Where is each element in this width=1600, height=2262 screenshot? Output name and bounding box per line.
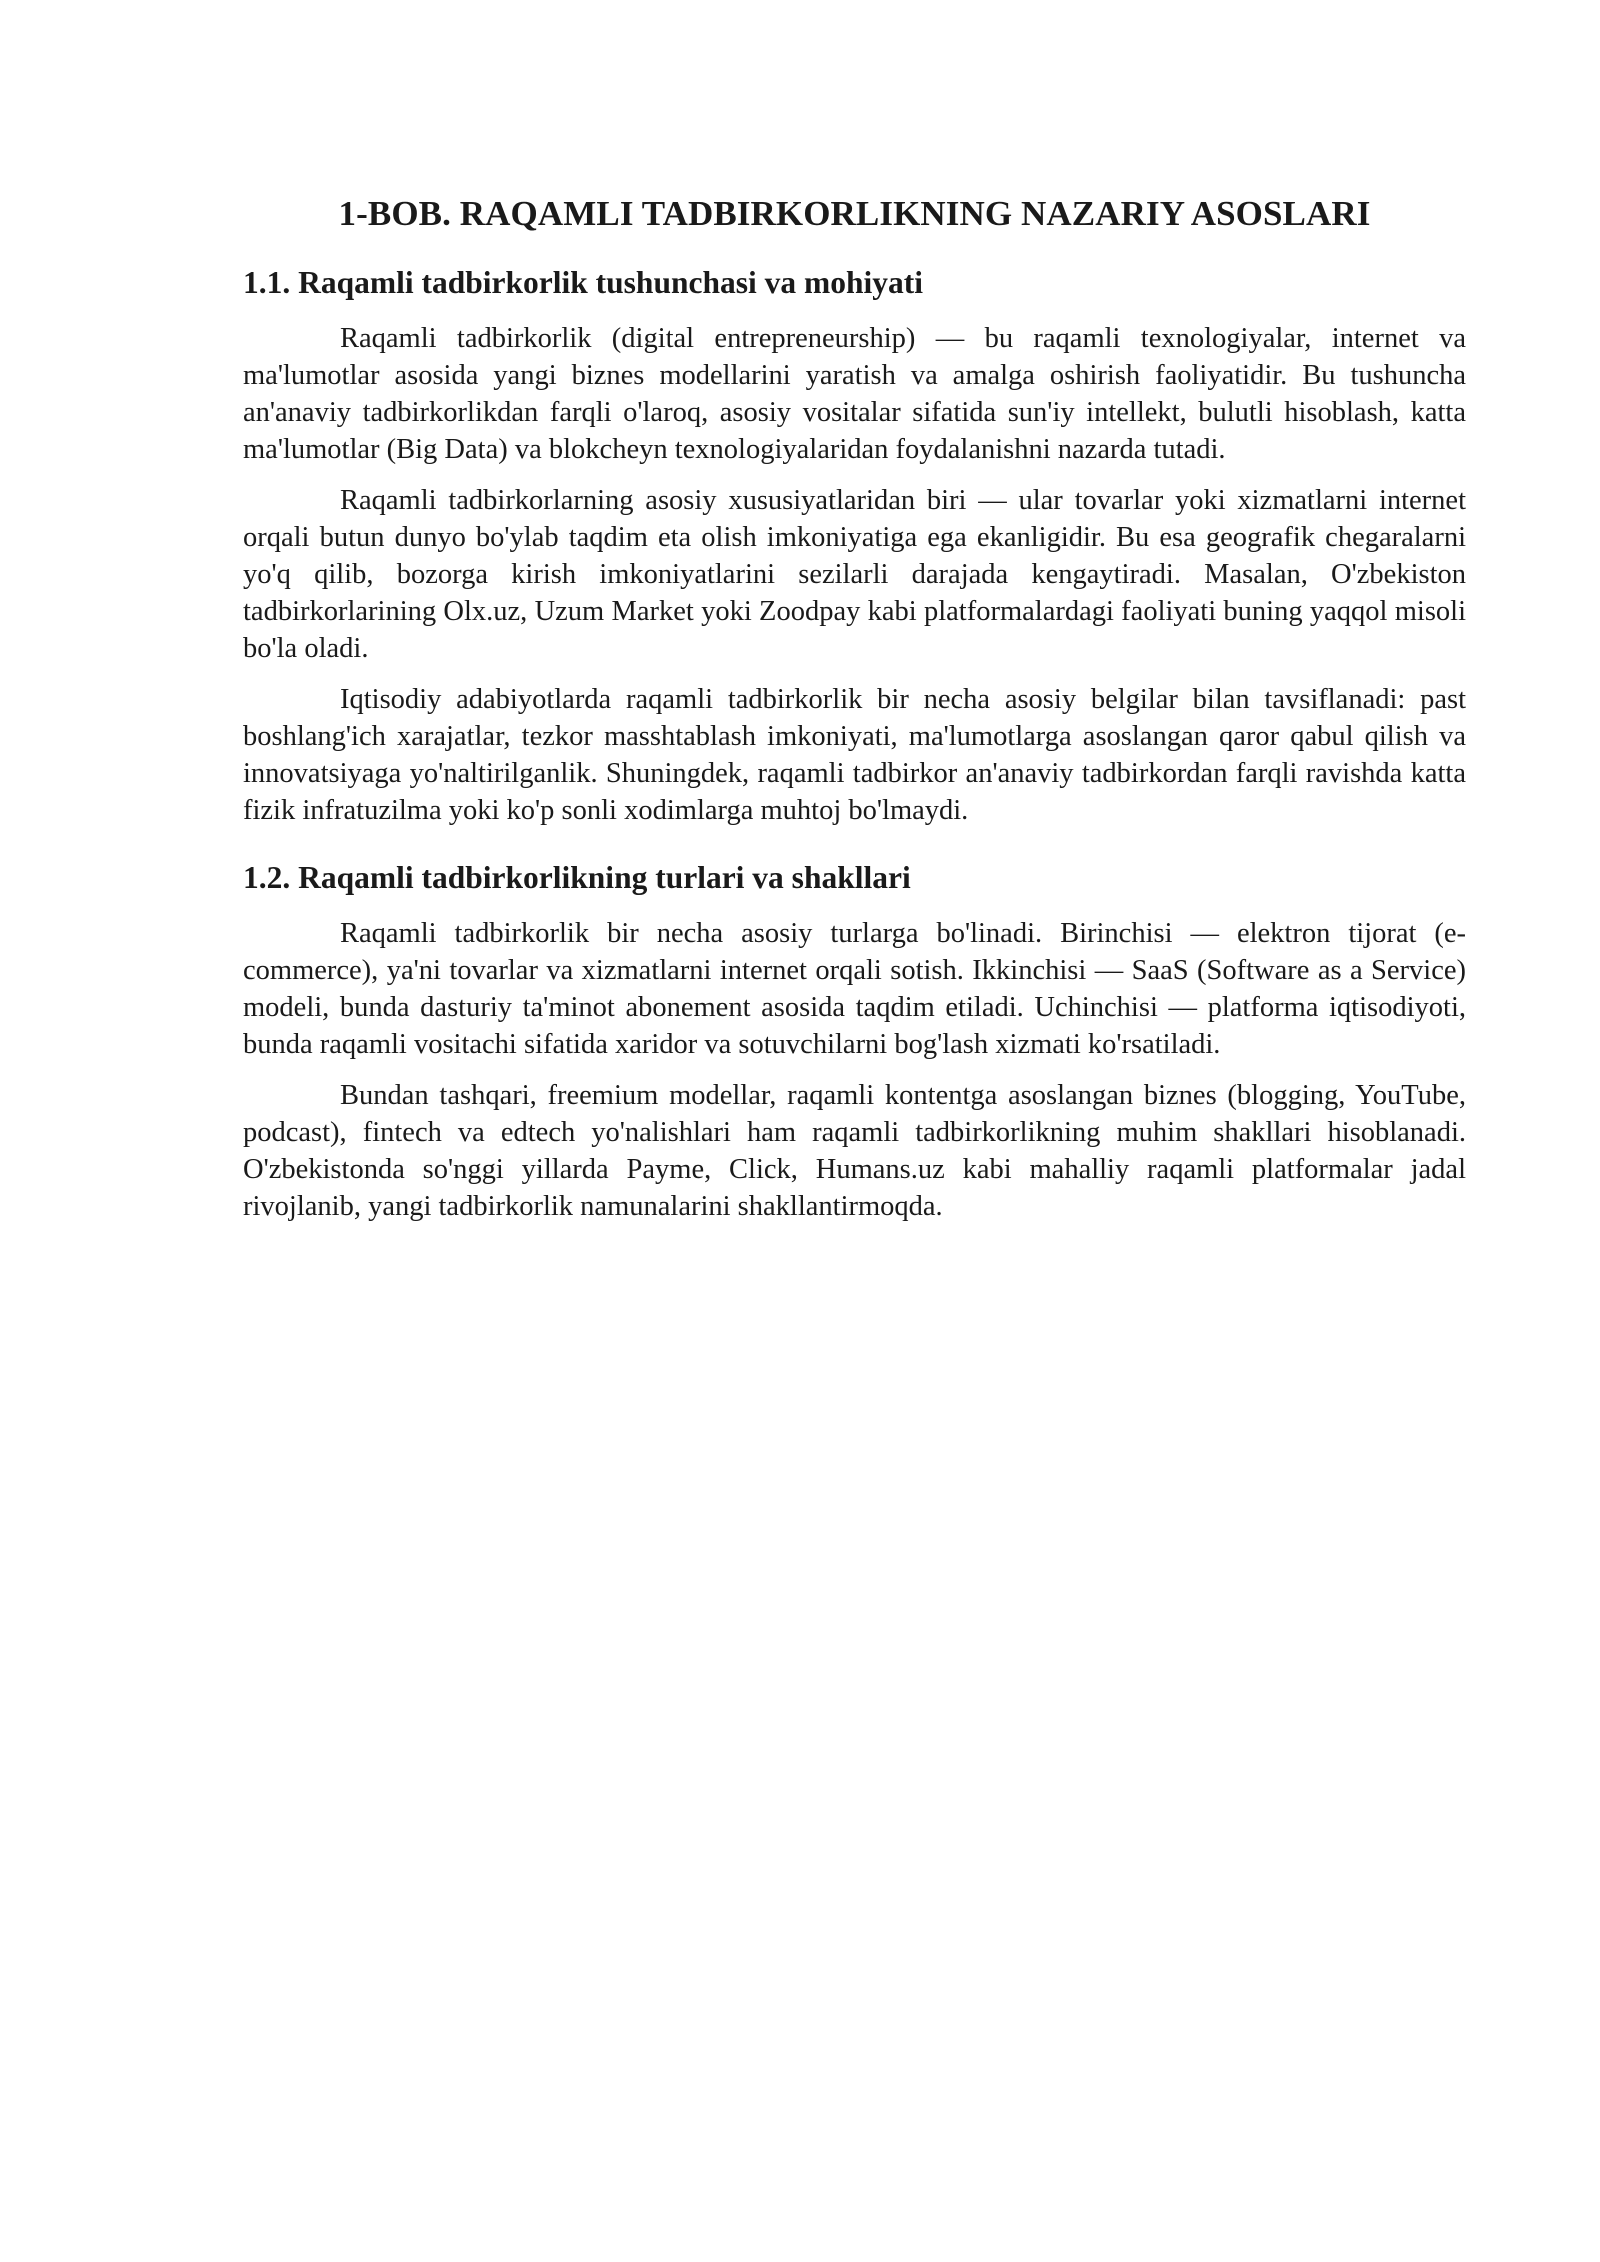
chapter-title: 1-BOB. RAQAMLI TADBIRKORLIKNING NAZARIY ASOSLARI (338, 194, 1371, 233)
paragraph: Bundan tashqari, freemium modellar, raqamli kontentga asoslangan biznes (blogging, YouTube, podcast), fintech va edtech yo'nalishlari ham raqamli tadbirkorlikning muhim shakllari hisoblanadi. O'zbekistonda so'nggi yillarda Payme, Click, Humans.uz kabi mahalliy raqamli platformalar jadal rivojlanib, yangi tadbirkorlik namunalarini shakllantirmoqda. (243, 1080, 1466, 1222)
section-title-1-1: 1.1. Raqamli tadbirkorlik tushunchasi va mohiyati (243, 265, 924, 300)
section-title-1-2: 1.2. Raqamli tadbirkorlikning turlari va shakllari (243, 860, 911, 895)
paragraph: Raqamli tadbirkorlik bir necha asosiy turlarga bo'linadi. Birinchisi — elektron tijorat (e-commerce), ya'ni tovarlar va xizmatlarni internet orqali sotish. Ikkinchisi — SaaS (Software as a Service) modeli, bunda dasturiy ta'minot abonement asosida taqdim etiladi. Uchinchisi — platforma iqtisodiyoti, bunda raqamli vositachi sifatida xaridor va sotuvchilarni bog'lash xizmati ko'rsatiladi. (243, 918, 1466, 1060)
paragraph: Raqamli tadbirkorlik (digital entrepreneurship) — bu raqamli texnologiyalar, internet va ma'lumotlar asosida yangi biznes modellarini yaratish va amalga oshirish faoliyatidir. Bu tushuncha an'anaviy tadbirkorlikdan farqli o'laroq, asosiy vositalar sifatida sun'iy intellekt, bulutli hisoblash, katta ma'lumotlar (Big Data) va blokcheyn texnologiyalaridan foydalanishni nazarda tutadi. (243, 323, 1466, 465)
page-content (243, 190, 1466, 1239)
paragraph: Raqamli tadbirkorlarning asosiy xususiyatlaridan biri — ular tovarlar yoki xizmatlarni internet orqali butun dunyo bo'ylab taqdim eta olish imkoniyatiga ega ekanligidir. Bu esa geografik chegaralarni yo'q qilib, bozorga kirish imkoniyatlarini sezilarli darajada kengaytiradi. Masalan, O'zbekiston tadbirkorlarining Olx.uz, Uzum Market yoki Zoodpay kabi platformalardagi faoliyati buning yaqqol misoli bo'la oladi. (243, 485, 1466, 664)
paragraph: Iqtisodiy adabiyotlarda raqamli tadbirkorlik bir necha asosiy belgilar bilan tavsiflanadi: past boshlang'ich xarajatlar, tezkor masshtablash imkoniyati, ma'lumotlarga asoslangan qaror qabul qilish va innovatsiyaga yo'naltirilganlik. Shuningdek, raqamli tadbirkor an'anaviy tadbirkordan farqli ravishda katta fizik infratuzilma yoki ko'p sonli xodimlarga muhtoj bo'lmaydi. (243, 684, 1466, 826)
